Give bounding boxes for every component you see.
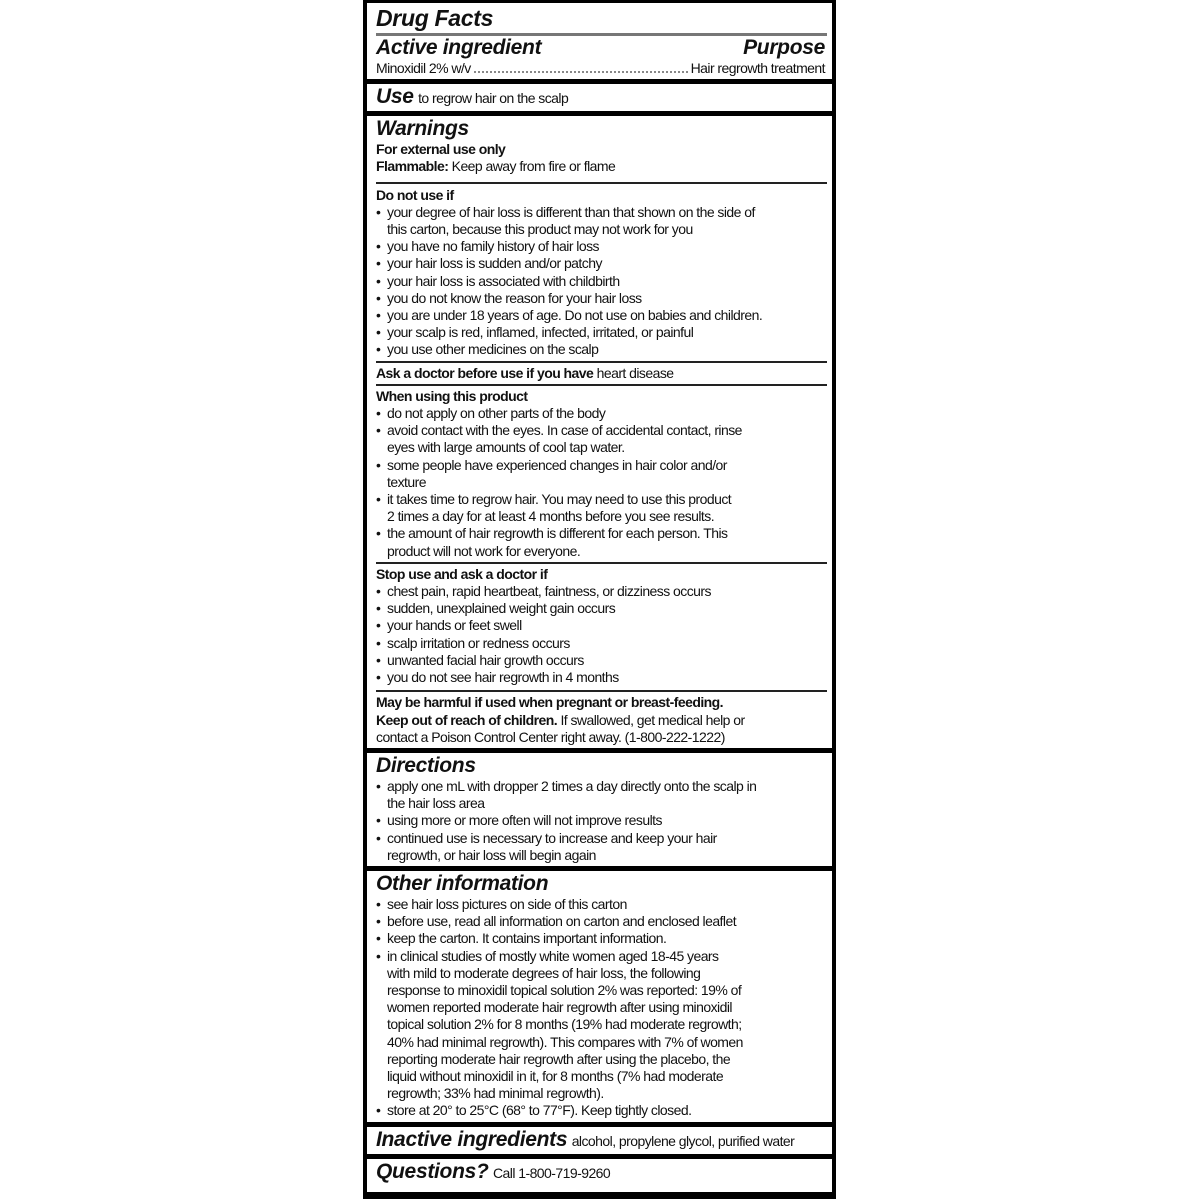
inactive-ingredients-text: alcohol, propylene glycol, purified water bbox=[571, 1132, 795, 1149]
list-item-line: • avoid contact with the eyes. In case of accidental contact, rinse bbox=[376, 422, 825, 439]
list-item bbox=[376, 1102, 825, 1119]
list-item bbox=[376, 324, 825, 341]
poison-control: contact a Poison Control Center right away. (1-800-222-1222) bbox=[376, 728, 725, 745]
list-item-line: • before use, read all information on carton and enclosed leaflet bbox=[376, 913, 825, 930]
when-using-heading: When using this product bbox=[376, 387, 528, 404]
ask-doctor-text: heart disease bbox=[596, 364, 674, 381]
list-item bbox=[376, 669, 825, 686]
stop-use-list bbox=[376, 583, 825, 686]
list-item bbox=[376, 491, 825, 525]
list-item-line: • you do not see hair regrowth in 4 months bbox=[376, 669, 825, 686]
ask-doctor-warning bbox=[376, 365, 825, 382]
list-item-line: • you use other medicines on the scalp bbox=[376, 341, 825, 358]
list-item-line: with mild to moderate degrees of hair loss, the following bbox=[387, 964, 701, 981]
do-not-use-heading: Do not use if bbox=[376, 186, 454, 203]
list-item-line: • store at 20° to 25°C (68° to 77°F). Keep tightly closed. bbox=[376, 1102, 825, 1119]
active-ingredient-heading: Active ingredient bbox=[376, 36, 542, 59]
warnings-section bbox=[367, 116, 832, 748]
list-item bbox=[376, 930, 825, 947]
purpose-heading: Purpose bbox=[743, 36, 825, 59]
flammable-text: Keep away from fire or flame bbox=[451, 158, 616, 175]
list-item bbox=[376, 341, 825, 358]
inactive-ingredients-heading: Inactive ingredients bbox=[376, 1127, 568, 1151]
drug-facts-label bbox=[363, 0, 836, 1199]
list-item-line: liquid without minoxidil in it, for 8 months (7% had moderate bbox=[387, 1067, 724, 1084]
list-item-line: • chest pain, rapid heartbeat, faintness, or dizziness occurs bbox=[376, 583, 825, 600]
pregnancy-warning: May be harmful if used when pregnant or breast-feeding. bbox=[376, 694, 724, 711]
list-item-line: • using more or more often will not improve results bbox=[376, 812, 825, 829]
questions-heading: Questions? bbox=[376, 1159, 489, 1183]
list-item-line: • the amount of hair regrowth is different for each person. This bbox=[376, 525, 825, 542]
list-item-line: response to minoxidil topical solution 2% was reported: 19% of bbox=[387, 981, 742, 998]
when-using-list bbox=[376, 405, 825, 560]
directions-heading: Directions bbox=[376, 753, 476, 777]
list-item-line: regrowth, or hair loss will begin again bbox=[387, 846, 596, 863]
external-use-warning: For external use only bbox=[376, 141, 506, 158]
directions-section bbox=[367, 753, 832, 866]
list-item bbox=[376, 457, 825, 491]
list-item-line: • see hair loss pictures on side of this carton bbox=[376, 896, 825, 913]
keep-out-warning bbox=[376, 712, 825, 729]
list-item bbox=[376, 812, 825, 829]
list-item-line: women reported moderate hair regrowth after using minoxidil bbox=[387, 999, 732, 1016]
flammable-label: Flammable: bbox=[376, 158, 449, 175]
list-item-line: • continued use is necessary to increase and keep your hair bbox=[376, 830, 825, 847]
list-item-line: • you do not know the reason for your hair loss bbox=[376, 290, 825, 307]
ingredient-name: Minoxidil 2% w/v bbox=[376, 60, 471, 76]
list-item bbox=[376, 273, 825, 290]
questions-phone: Call 1-800-719-9260 bbox=[492, 1164, 611, 1181]
ingredient-purpose: Hair regrowth treatment bbox=[690, 60, 825, 76]
active-ingredient-row bbox=[376, 60, 825, 77]
list-item bbox=[376, 635, 825, 652]
list-item-line: • your degree of hair loss is different than that shown on the side of bbox=[376, 204, 825, 221]
header-section bbox=[367, 3, 832, 79]
questions-section bbox=[367, 1159, 832, 1192]
list-item bbox=[376, 290, 825, 307]
label-title: Drug Facts bbox=[376, 5, 494, 31]
warnings-heading: Warnings bbox=[376, 117, 469, 141]
list-item-line: • you are under 18 years of age. Do not use on babies and children. bbox=[376, 307, 825, 324]
list-item bbox=[376, 617, 825, 634]
list-item-line: topical solution 2% for 8 months (19% had moderate regrowth; bbox=[387, 1016, 742, 1033]
list-item-line: • you have no family history of hair loss bbox=[376, 238, 825, 255]
list-item-line: • some people have experienced changes in hair color and/or bbox=[376, 457, 825, 474]
flammable-warning bbox=[376, 158, 825, 175]
use-heading: Use bbox=[376, 85, 414, 109]
list-item-line: • your hands or feet swell bbox=[376, 617, 825, 634]
other-information-heading: Other information bbox=[376, 871, 549, 895]
list-item-line: product will not work for everyone. bbox=[387, 542, 581, 559]
do-not-use-list bbox=[376, 204, 825, 359]
keep-out-text: If swallowed, get medical help or bbox=[560, 711, 745, 728]
leader-dots bbox=[474, 71, 688, 73]
list-item bbox=[376, 778, 825, 812]
list-item-line: • sudden, unexplained weight gain occurs bbox=[376, 600, 825, 617]
list-item-line: • apply one mL with dropper 2 times a day directly onto the scalp in bbox=[376, 778, 825, 795]
list-item-line: • it takes time to regrow hair. You may need to use this product bbox=[376, 491, 825, 508]
list-item-line: • your hair loss is sudden and/or patchy bbox=[376, 255, 825, 272]
list-item-line: • in clinical studies of mostly white women aged 18-45 years bbox=[376, 948, 825, 965]
list-item-line: • unwanted facial hair growth occurs bbox=[376, 652, 825, 669]
directions-list bbox=[376, 778, 825, 864]
list-item bbox=[376, 525, 825, 559]
list-item bbox=[376, 583, 825, 600]
list-item bbox=[376, 600, 825, 617]
list-item bbox=[376, 255, 825, 272]
list-item bbox=[376, 405, 825, 422]
list-item bbox=[376, 652, 825, 669]
list-item-line: • your hair loss is associated with childbirth bbox=[376, 273, 825, 290]
list-item-line: this carton, because this product may not work for you bbox=[387, 221, 693, 238]
list-item bbox=[376, 307, 825, 324]
list-item bbox=[376, 948, 825, 1103]
active-ingredient-header bbox=[376, 36, 825, 60]
list-item-line: 2 times a day for at least 4 months before you see results. bbox=[387, 508, 715, 525]
other-information-list bbox=[376, 896, 825, 1120]
list-item bbox=[376, 913, 825, 930]
list-item-line: • scalp irritation or redness occurs bbox=[376, 635, 825, 652]
list-item-line: the hair loss area bbox=[387, 795, 485, 812]
list-item-line: texture bbox=[387, 473, 426, 490]
list-item bbox=[376, 238, 825, 255]
keep-out-label: Keep out of reach of children. bbox=[376, 711, 558, 728]
list-item-line: regrowth; 33% had minimal regrowth). bbox=[387, 1085, 604, 1102]
list-item-line: 40% had minimal regrowth). This compares with 7% of women bbox=[387, 1033, 743, 1050]
list-item-line: • keep the carton. It contains important information. bbox=[376, 930, 825, 947]
ask-doctor-label: Ask a doctor before use if you have bbox=[376, 364, 594, 381]
other-information-section bbox=[367, 871, 832, 1122]
list-item-line: eyes with large amounts of cool tap water. bbox=[387, 439, 625, 456]
list-item bbox=[376, 896, 825, 913]
list-item-line: • your scalp is red, inflamed, infected, irritated, or painful bbox=[376, 324, 825, 341]
list-item bbox=[376, 830, 825, 864]
use-section bbox=[367, 84, 832, 111]
list-item-line: reporting moderate hair regrowth after using the placebo, the bbox=[387, 1050, 731, 1067]
use-text: to regrow hair on the scalp bbox=[418, 90, 569, 107]
list-item-line: • do not apply on other parts of the body bbox=[376, 405, 825, 422]
list-item bbox=[376, 422, 825, 456]
inactive-ingredients-section bbox=[367, 1127, 832, 1154]
list-item bbox=[376, 204, 825, 238]
stop-use-heading: Stop use and ask a doctor if bbox=[376, 565, 548, 582]
